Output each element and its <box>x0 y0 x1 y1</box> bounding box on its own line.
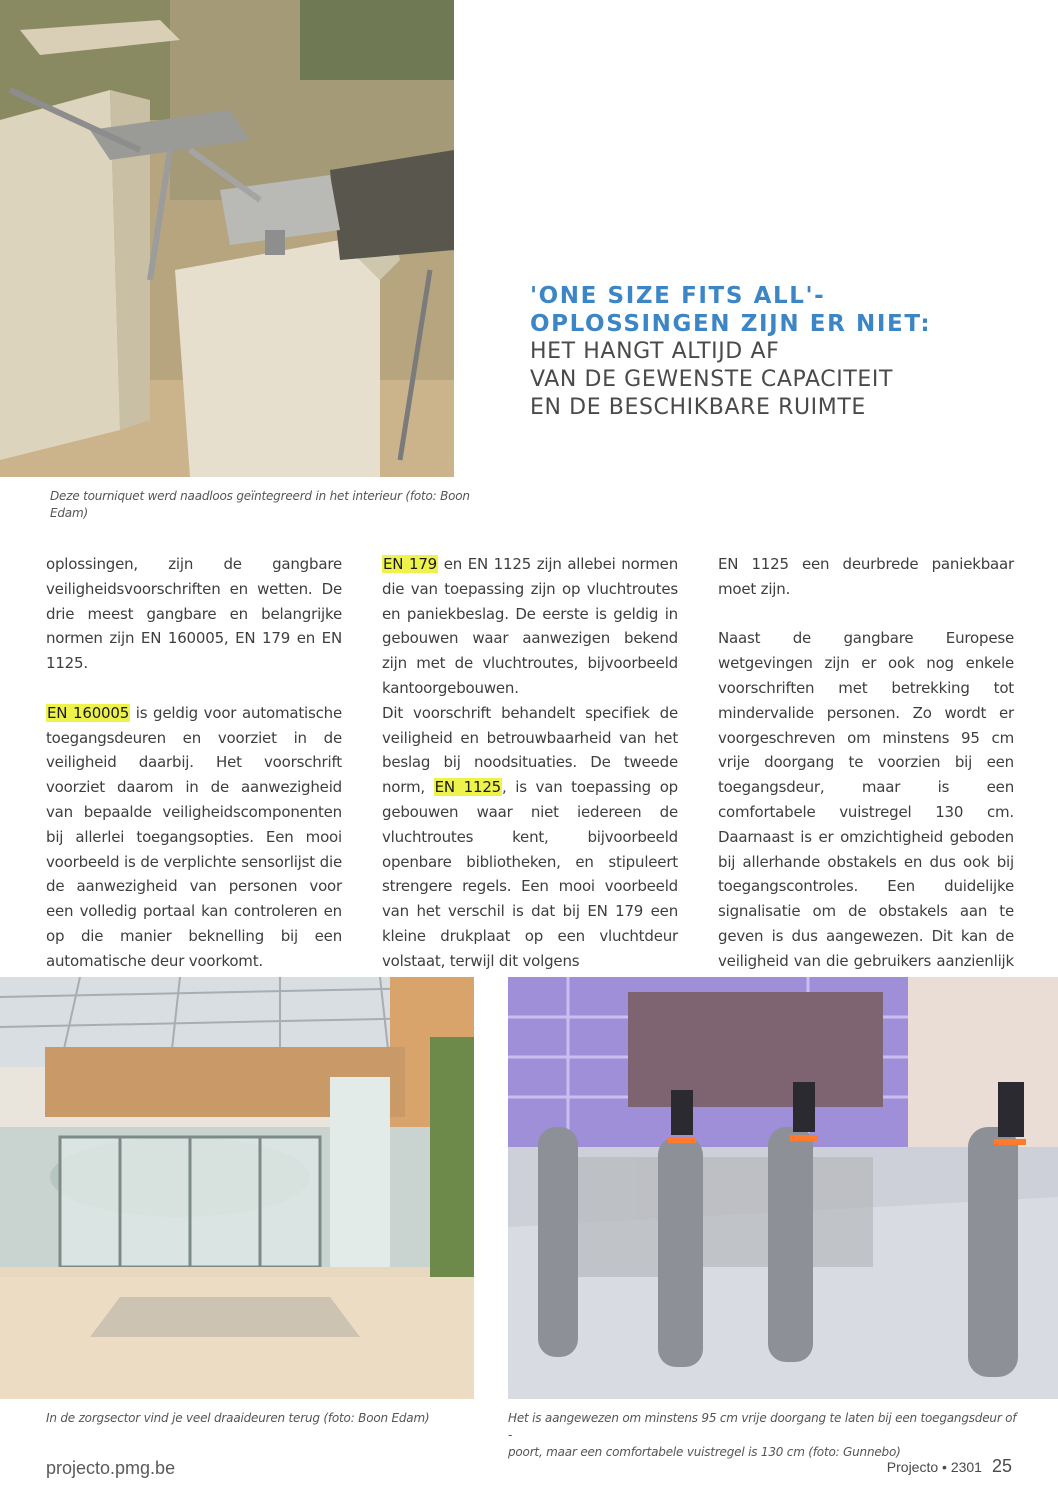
paragraph: oplossingen, zijn de gangbare veiligheidsvoorschriften en wetten. De drie meest gangbare en belangrijke normen zijn EN 160005, EN 179 en EN 1125. <box>46 555 342 673</box>
turnstile-photo <box>0 0 454 477</box>
paragraph-text: en EN 1125 zijn allebei normen die van toepassing zijn op vluchtroutes en paniekbeslag. De eerste is geldig in gebouwen waar aanwezigen bekend zijn met de vluchtroutes, bijvoorbeeld kantoorgebouwen. <box>382 555 678 697</box>
paragraph <box>382 552 678 701</box>
caption-line: Het is aangewezen om minstens 95 cm vrije doorgang te laten bij een toegangsdeur of - <box>508 1411 1017 1442</box>
turnstile-photo-caption: Deze tourniquet werd naadloos geïntegreerd in het interieur (foto: Boon Edam) <box>50 489 470 520</box>
body-column-2 <box>382 552 678 974</box>
speed-gates-photo <box>508 977 1058 1399</box>
pull-quote-bold-line-1: 'ONE SIZE FITS ALL'- <box>530 283 826 309</box>
paragraph <box>46 701 342 974</box>
revolving-door-photo-caption: In de zorgsector vind je veel draaideuren terug (foto: Boon Edam) <box>46 1411 430 1425</box>
footer-page-info <box>887 1456 1012 1477</box>
pull-quote-line-5: EN DE BESCHIKBARE RUIMTE <box>530 395 866 420</box>
highlighted-norm: EN 160005 <box>47 703 130 722</box>
paragraph: Naast de gangbare Europese wetgevingen zijn er ook nog enkele voorschriften met betrekking tot mindervalide personen. Zo wordt er voorgeschreven om minstens 95 cm vrije doorgang te voorzien bij een toegangsdeur, maar is een comfortabele vuistregel 130 cm. Daarnaast is er omzichtigheid geboden bij allerhande obstakels en dus ook bij toegangscontroles. Een duidelijke signalisatie om de obstakels aan te geven is dus aangewezen. Dit kan de veiligheid van die gebruikers aanzienlijk <box>718 629 1014 970</box>
body-column-1 <box>46 552 342 974</box>
body-column-3 <box>718 552 1014 998</box>
paragraph-text: Dit voorschrift behandelt specifiek de veiligheid en betrouwbaarheid van het beslag bij noodsituaties. De tweede norm, <box>382 703 678 797</box>
pull-quote <box>530 282 1010 422</box>
footer-website-link[interactable]: projecto.pmg.be <box>46 1458 176 1478</box>
caption-line: poort, maar een comfortabele vuistregel is 130 cm (foto: Gunnebo) <box>508 1445 901 1459</box>
paragraph: EN 1125 een deurbrede paniekbaar moet zijn. <box>718 555 1014 598</box>
revolving-door-photo <box>0 977 474 1399</box>
magazine-issue: Projecto • 2301 <box>886 1459 982 1475</box>
highlighted-norm: EN 1125 <box>434 778 502 797</box>
paragraph <box>382 701 678 974</box>
paragraph-text: is geldig voor automatische toegangsdeuren en voorziet in de veiligheid daarbij. Het voorschrift voorziet daarom in de aanwezigheid van bepaalde veiligheidscomponenten bij allerlei toegangsopties. Een mooi voorbeeld is de verplichte sensorlijst die de aanwezigheid van personen voor een volledig portaal kan controleren en op die manier beknelling bij een automatische deur voorkomt. <box>46 703 342 970</box>
pull-quote-bold-line-2: OPLOSSINGEN ZIJN ER NIET: <box>530 311 932 337</box>
paragraph-text: , is van toepassing op gebouwen waar niet iedereen de vluchtroutes kent, bijvoorbeeld openbare bibliotheken, en stipuleert strengere regels. Een mooi voorbeeld van het verschil is dat bij EN 179 een kleine drukplaat op een vluchtdeur volstaat, terwijl dit volgens <box>382 778 678 970</box>
highlighted-norm: EN 179 <box>383 555 438 573</box>
pull-quote-line-3: HET HANGT ALTIJD AF <box>530 339 780 364</box>
pull-quote-line-4: VAN DE GEWENSTE CAPACITEIT <box>530 367 893 392</box>
page-number: 25 <box>991 1456 1012 1476</box>
speed-gates-photo-caption <box>508 1410 1018 1461</box>
